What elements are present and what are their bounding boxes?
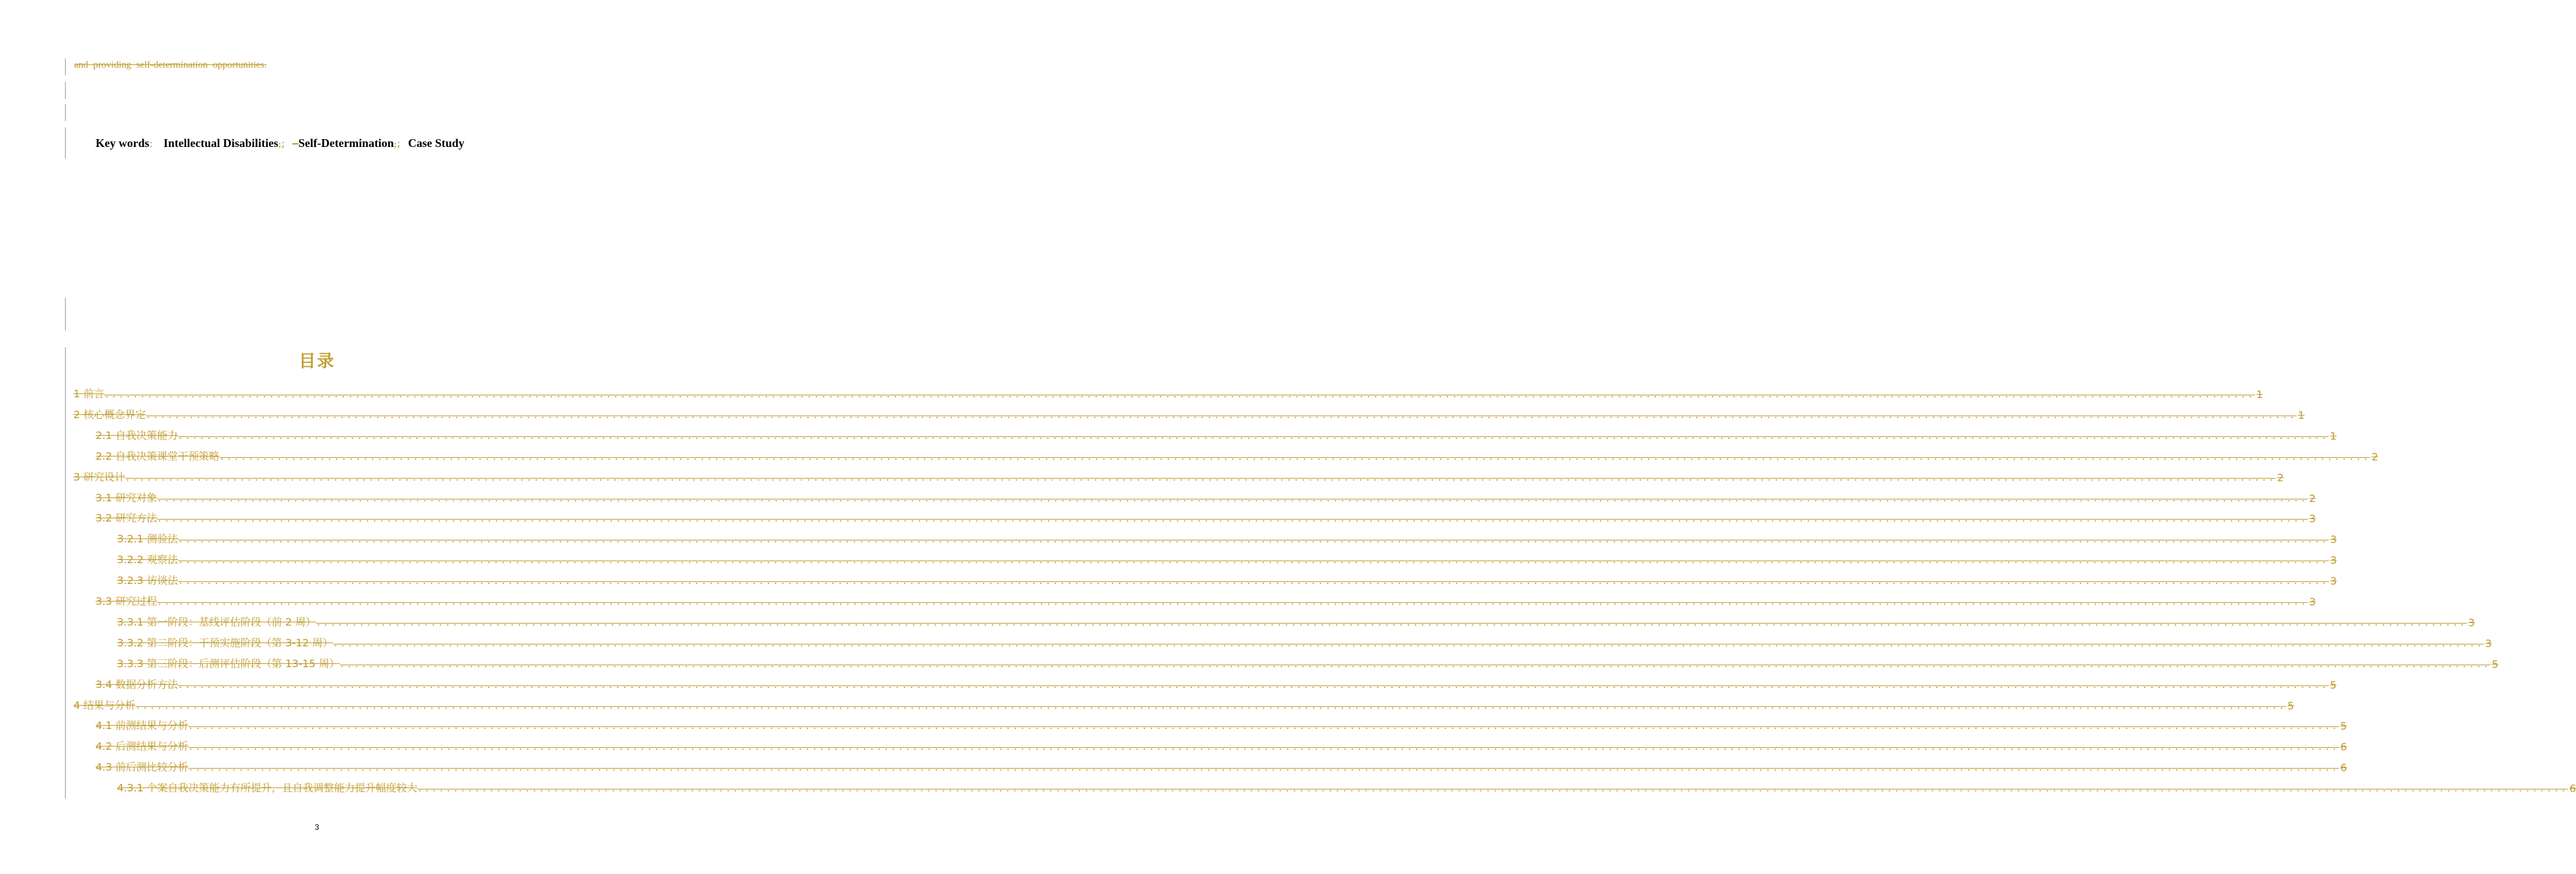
- toc-entry[interactable]: [117, 608, 2475, 629]
- toc-entry[interactable]: [73, 380, 2263, 401]
- toc-entry-page: 3: [2468, 616, 2475, 629]
- toc-entry-title: 2.2 自我决策课堂干预策略: [96, 449, 220, 462]
- keywords-line: [96, 137, 464, 150]
- keyword-3: Case Study: [408, 137, 465, 150]
- toc-entry-title: 3.2 研究方法: [96, 512, 157, 525]
- toc-entry-title: 4.3 前后测比较分析: [96, 761, 189, 774]
- toc-leader-dots: ............................................................................................................................................................................................................................................................................................................: [104, 390, 2255, 400]
- toc-leader-dots: ............................................................................................................................................................................................................................................................................................................: [135, 701, 2287, 711]
- change-bar: [65, 59, 66, 75]
- toc-entry[interactable]: [96, 504, 2316, 525]
- toc-entry[interactable]: [96, 421, 2337, 442]
- toc-leader-dots: ............................................................................................................................................................................................................................................................................................................: [333, 639, 2484, 649]
- keyword-separator: ;；: [393, 139, 406, 149]
- toc-entry-page: 3: [2309, 512, 2316, 525]
- toc-leader-dots: ............................................................................................................................................................................................................................................................................................................: [157, 598, 2308, 607]
- toc-entry[interactable]: [96, 442, 2378, 463]
- toc-entry-page: 2: [2277, 471, 2284, 484]
- toc-entry-page: 2: [2309, 492, 2316, 505]
- change-bar: [65, 82, 66, 99]
- toc-entry-title: 2 核心概念界定: [73, 408, 146, 421]
- toc-entry[interactable]: [117, 650, 2499, 670]
- toc-entry-title: 3.3.3 第三阶段：后测评估阶段（第 13-15 周）: [117, 657, 340, 670]
- toc-leader-dots: ............................................................................................................................................................................................................................................................................................................: [316, 618, 2467, 628]
- toc-leader-dots: ............................................................................................................................................................................................................................................................................................................: [177, 680, 2329, 691]
- toc-entry-page: 6: [2340, 741, 2347, 754]
- change-bar: [65, 298, 66, 330]
- toc-leader-dots: ............................................................................................................................................................................................................................................................................................................: [177, 556, 2329, 566]
- toc-leader-dots: ............................................................................................................................................................................................................................................................................................................: [219, 452, 2371, 462]
- toc-entry-page: 5: [2287, 699, 2294, 712]
- toc-entry[interactable]: [96, 732, 2347, 754]
- toc-entry[interactable]: [73, 463, 2284, 484]
- toc-entry-page: 3: [2485, 637, 2492, 650]
- keyword-1: Intellectual Disabilities: [163, 137, 279, 150]
- toc-entry-page: 5: [2491, 657, 2499, 670]
- toc-entry[interactable]: [96, 484, 2316, 505]
- toc-entry-page: 5: [2340, 720, 2347, 733]
- deleted-dash: –: [292, 137, 298, 150]
- toc-entry-page: 3: [2330, 554, 2337, 567]
- toc-leader-dots: ............................................................................................................................................................................................................................................................................................................: [157, 514, 2308, 525]
- keyword-2: Self-Determination: [298, 137, 394, 150]
- toc-entry-title: 3.2.3 访谈法: [117, 574, 178, 587]
- toc-leader-dots: ............................................................................................................................................................................................................................................................................................................: [125, 473, 2276, 483]
- toc-leader-dots: ............................................................................................................................................................................................................................................................................................................: [417, 784, 2568, 795]
- toc-entry-title: 4 结果与分析: [73, 698, 136, 711]
- toc-entry[interactable]: [96, 587, 2316, 608]
- toc-entry-page: 6: [2569, 782, 2576, 795]
- toc-leader-dots: ............................................................................................................................................................................................................................................................................................................: [188, 763, 2339, 774]
- toc-entry-title: 3.3.1 第一阶段：基线评估阶段（前 2 周）: [117, 615, 317, 628]
- toc-entry[interactable]: [117, 629, 2492, 650]
- toc-entry[interactable]: [117, 566, 2337, 588]
- toc-entry-page: 3: [2330, 575, 2337, 588]
- toc-entry-title: 4.1 前测结果与分析: [96, 719, 189, 732]
- abstract-tail-text: and providing self-determination opportunities.: [74, 60, 267, 70]
- toc-entry-title: 4.2 后测结果与分析: [96, 740, 189, 753]
- toc-entry-title: 3.3 研究过程: [96, 595, 157, 607]
- toc-entry-page: 5: [2330, 678, 2337, 691]
- toc-entry-page: 6: [2340, 761, 2347, 775]
- toc-entry-page: 3: [2330, 533, 2337, 546]
- toc-entry[interactable]: [117, 525, 2337, 546]
- toc-entry[interactable]: [96, 753, 2347, 775]
- toc-leader-dots: ............................................................................................................................................................................................................................................................................................................: [177, 535, 2329, 546]
- toc-entry[interactable]: [96, 670, 2337, 691]
- keywords-colon: ：: [149, 139, 158, 149]
- toc-leader-dots: ............................................................................................................................................................................................................................................................................................................: [177, 431, 2329, 442]
- page-number: 3: [315, 823, 319, 832]
- toc-entry[interactable]: [73, 691, 2294, 712]
- toc-entry-title: 3.4 数据分析方法: [96, 678, 178, 691]
- change-bar: [65, 347, 66, 799]
- toc-entry-title: 2.1 自我决策能力: [96, 429, 178, 442]
- toc-entry[interactable]: [73, 401, 2305, 421]
- toc-leader-dots: ............................................................................................................................................................................................................................................................................................................: [188, 743, 2339, 753]
- change-bar: [65, 127, 66, 159]
- toc-entry-page: 2: [2371, 450, 2378, 463]
- toc-leader-dots: ............................................................................................................................................................................................................................................................................................................: [339, 659, 2491, 670]
- toc-entry-page: 1: [2298, 408, 2305, 421]
- toc-leader-dots: ............................................................................................................................................................................................................................................................................................................: [188, 722, 2339, 732]
- toc-entry[interactable]: [117, 774, 2576, 795]
- toc-entry-title: 3 研究设计: [73, 470, 125, 483]
- toc-entry-page: 1: [2256, 388, 2263, 401]
- toc-entry-title: 3.3.2 第二阶段：干预实施阶段（第 3-12 周）: [117, 636, 334, 649]
- toc-entry-title: 3.2.1 测验法: [117, 533, 178, 546]
- toc-leader-dots: ............................................................................................................................................................................................................................................................................................................: [146, 410, 2297, 421]
- toc-entry-title: 1 前言: [73, 388, 105, 400]
- toc-entry-title: 4.3.1 个案自我决策能力有所提升，且自我调整能力提升幅度较大: [117, 782, 417, 795]
- toc-entry-page: 1: [2330, 429, 2337, 442]
- keyword-separator: ;；: [278, 139, 290, 149]
- toc-leader-dots: ............................................................................................................................................................................................................................................................................................................: [177, 577, 2329, 587]
- keywords-label: Key words: [96, 137, 150, 150]
- toc-entry-title: 3.2.2 观察法: [117, 553, 178, 566]
- toc-entry-page: 3: [2309, 596, 2316, 608]
- toc-title: 目录: [298, 352, 335, 371]
- change-bar: [65, 104, 66, 121]
- toc-leader-dots: ............................................................................................................................................................................................................................................................................................................: [157, 494, 2308, 504]
- toc-entry[interactable]: [117, 546, 2337, 567]
- toc-entry-title: 3.1 研究对象: [96, 491, 157, 504]
- toc-entry[interactable]: [96, 711, 2347, 733]
